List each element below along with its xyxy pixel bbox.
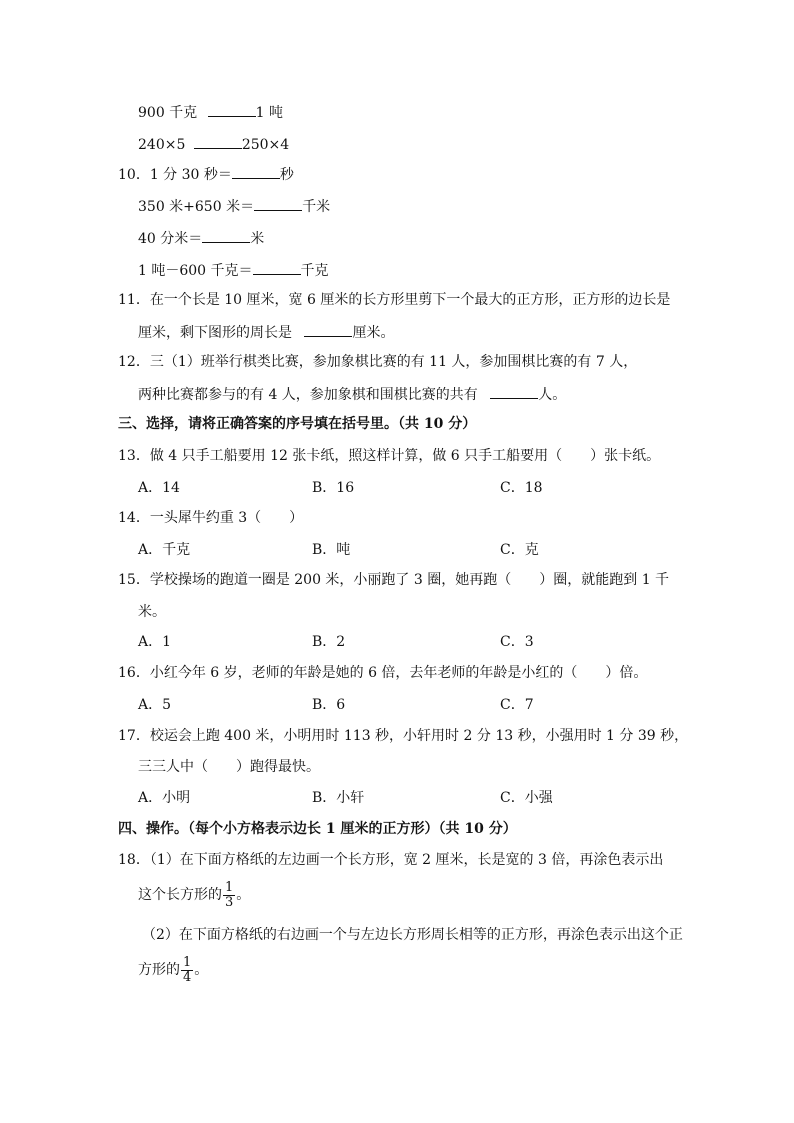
q14-stem: 14．一头犀牛约重 3（ ） xyxy=(118,510,304,526)
q10-line-2 xyxy=(138,196,330,217)
q10-line-4-left: 1 吨－600 千克＝ xyxy=(138,263,253,279)
q18-part1-line-1: 18．（1）在下面方格纸的左边画一个长方形，宽 2 厘米，长是宽的 3 倍，再涂色表示出 xyxy=(118,852,664,868)
q18-part2-line-2-text: 方形的 xyxy=(138,962,180,978)
q12-line-2-b: 人。 xyxy=(538,387,567,403)
q15-option-c[interactable]: C．3 xyxy=(500,634,534,650)
q10-number: 10． xyxy=(118,167,150,183)
answer-blank[interactable] xyxy=(253,260,301,275)
q13-stem: 13．做 4 只手工船要用 12 张卡纸，照这样计算，做 6 只手工船要用（ ）张卡纸。 xyxy=(118,448,661,464)
fraction-numerator: 1 xyxy=(183,954,192,970)
fraction-denominator: 3 xyxy=(225,894,234,910)
q18-part1-line-2-text: 这个长方形的 xyxy=(138,887,222,903)
answer-blank[interactable] xyxy=(490,384,538,399)
q11-line-2 xyxy=(138,322,394,343)
q11-line-2-b: 厘米。 xyxy=(352,325,395,341)
answer-blank[interactable] xyxy=(254,196,302,211)
q16-option-b[interactable]: B．6 xyxy=(312,697,346,713)
q10-line-2-left: 350 米+650 米＝ xyxy=(138,199,255,215)
answer-blank[interactable] xyxy=(194,134,242,149)
fraction-one-quarter xyxy=(181,956,193,985)
q9-line-1 xyxy=(138,102,283,123)
q12-line-2 xyxy=(138,384,566,405)
fraction-denominator: 4 xyxy=(183,969,192,985)
q11-line-1: 11．在一个长是 10 厘米，宽 6 厘米的长方形里剪下一个最大的正方形，正方形的边长是 xyxy=(118,292,671,308)
q17-line-2: 三三人中（ ）跑得最快。 xyxy=(138,759,320,775)
q17-option-c[interactable]: C．小强 xyxy=(500,790,553,806)
q10-line-1-left: 1 分 30 秒＝ xyxy=(149,167,232,183)
q15-option-a[interactable]: A．1 xyxy=(138,634,172,650)
q18-period: 。 xyxy=(236,887,251,903)
q15-line-1: 15．学校操场的跑道一圈是 200 米，小丽跑了 3 圈，她再跑（ ）圈，就能跑到 1 千 xyxy=(118,572,670,588)
q18-part2-line-2 xyxy=(138,955,208,985)
q10-line-4-right: 千克 xyxy=(300,263,329,279)
q10-line-4 xyxy=(138,260,329,281)
answer-blank[interactable] xyxy=(304,322,352,337)
q11-line-2-a: 厘米，剩下图形的周长是 xyxy=(138,325,292,341)
q15-option-b[interactable]: B．2 xyxy=(312,634,346,650)
section-4-heading: 四、操作。（每个小方格表示边长 1 厘米的正方形）（共 10 分） xyxy=(118,821,517,837)
q13-option-b[interactable]: B．16 xyxy=(312,480,355,496)
q10-line-2-right: 千米 xyxy=(302,199,331,215)
q17-option-a[interactable]: A．小明 xyxy=(138,790,191,806)
q17-line-1: 17．校运会上跑 400 米，小明用时 113 秒，小轩用时 2 分 13 秒，小强用时 1 分 39 秒， xyxy=(118,728,689,744)
q13-option-c[interactable]: C．18 xyxy=(500,480,543,496)
q18-part2-line-1: （2）在下面方格纸的右边画一个与左边长方形周长相等的正方形，再涂色表示出这个正 xyxy=(142,927,683,943)
q10-line-3 xyxy=(138,228,264,249)
fraction-one-third xyxy=(223,881,235,910)
q13-option-a[interactable]: A．14 xyxy=(138,480,180,496)
q14-option-b[interactable]: B．吨 xyxy=(312,542,351,558)
q15-line-2: 米。 xyxy=(138,604,166,620)
q14-option-c[interactable]: C．克 xyxy=(500,542,539,558)
q14-option-a[interactable]: A．千克 xyxy=(138,542,191,558)
q17-option-b[interactable]: B．小轩 xyxy=(312,790,365,806)
q9-line-1-right: 1 吨 xyxy=(255,105,283,121)
fraction-numerator: 1 xyxy=(225,879,234,895)
q10-line-3-right: 米 xyxy=(250,231,265,247)
q10-line-1 xyxy=(118,164,294,185)
answer-blank[interactable] xyxy=(208,102,256,117)
q16-option-c[interactable]: C．7 xyxy=(500,697,534,713)
section-3-heading: 三、选择，请将正确答案的序号填在括号里。（共 10 分） xyxy=(118,416,477,432)
q10-line-1-right: 秒 xyxy=(279,167,294,183)
q16-stem: 16．小红今年 6 岁，老师的年龄是她的 6 倍，去年老师的年龄是小红的（ ）倍。 xyxy=(118,665,648,681)
q9-line-2-right: 250×4 xyxy=(241,137,290,153)
q18-period: 。 xyxy=(194,962,209,978)
q9-line-1-left: 900 千克 xyxy=(138,105,198,121)
q9-line-2-left: 240×5 xyxy=(138,137,186,153)
q10-line-3-left: 40 分米＝ xyxy=(138,231,203,247)
q12-line-2-a: 两种比赛都参与的有 4 人，参加象棋和围棋比赛的共有 xyxy=(138,387,478,403)
q16-option-a[interactable]: A．5 xyxy=(138,697,172,713)
answer-blank[interactable] xyxy=(202,228,250,243)
q18-part1-line-2 xyxy=(138,880,250,910)
q12-line-1: 12．三（1）班举行棋类比赛，参加象棋比赛的有 11 人，参加围棋比赛的有 7 人， xyxy=(118,354,638,370)
q9-line-2 xyxy=(138,134,289,155)
answer-blank[interactable] xyxy=(232,164,280,179)
